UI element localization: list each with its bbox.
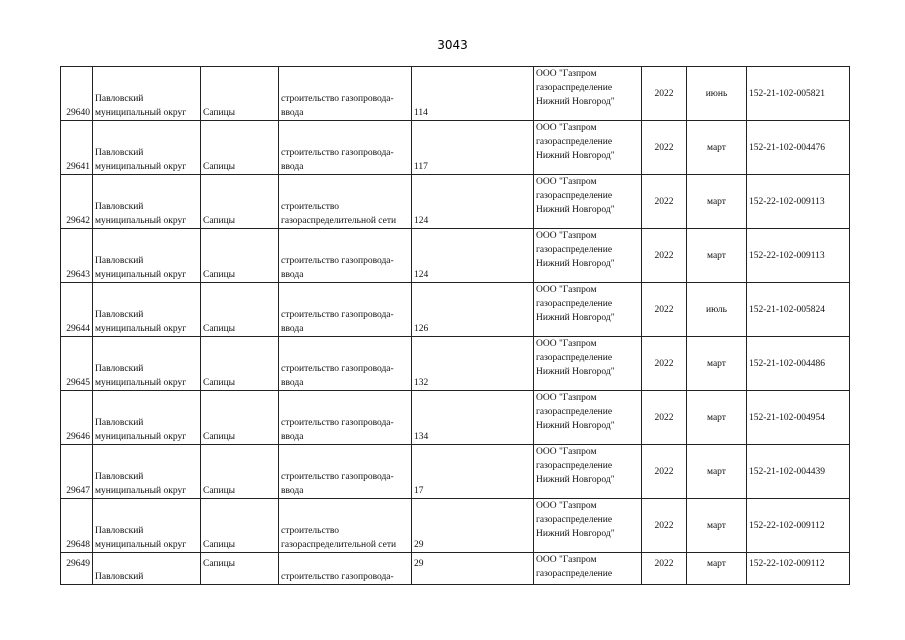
year-cell — [642, 175, 687, 229]
row-number-line: 29643 — [66, 270, 90, 280]
district-cell-line: Павловский — [95, 364, 144, 374]
district-cell-line: Павловский — [95, 418, 144, 428]
row-number — [61, 445, 93, 499]
house-number-cell — [412, 67, 534, 121]
month-cell-line: июль — [705, 304, 728, 315]
district-cell-line: Павловский — [95, 572, 144, 582]
village-cell — [201, 229, 279, 283]
organization-cell-line: ООО "Газпром — [536, 177, 597, 187]
organization-cell-line: Нижний Новгород" — [536, 367, 615, 377]
work-type-cell-line: ввода — [281, 270, 304, 280]
work-type-cell-line: газораспределительной сети — [281, 540, 397, 550]
table-row — [61, 283, 850, 337]
work-type-cell-line: строительство газопровода- — [281, 364, 394, 374]
organization-cell-line: газораспределение — [536, 515, 613, 525]
work-type-cell — [279, 553, 412, 585]
organization-cell-line: газораспределение — [536, 83, 613, 93]
work-type-cell-line: газораспределительной сети — [281, 216, 397, 226]
code-cell — [747, 121, 850, 175]
organization-cell-line: ООО "Газпром — [536, 231, 597, 241]
code-cell-line: 152-21-102-004954 — [749, 412, 825, 423]
month-cell — [687, 67, 747, 121]
work-type-cell-line: ввода — [281, 378, 304, 388]
code-cell — [747, 175, 850, 229]
organization-cell-line: ООО "Газпром — [536, 555, 597, 565]
year-cell — [642, 445, 687, 499]
house-number-cell-line: 124 — [414, 270, 429, 280]
organization-cell-line: газораспределение — [536, 299, 613, 309]
year-cell-line: 2022 — [654, 520, 674, 531]
table-row — [61, 121, 850, 175]
district-cell — [93, 445, 201, 499]
district-cell — [93, 283, 201, 337]
month-cell — [687, 121, 747, 175]
village-cell-line: Сапицы — [203, 324, 236, 334]
district-cell-line: Павловский — [95, 472, 144, 482]
code-cell-line: 152-22-102-009113 — [749, 250, 825, 261]
year-cell — [642, 121, 687, 175]
organization-cell-line: ООО "Газпром — [536, 501, 597, 511]
month-cell — [687, 229, 747, 283]
work-type-cell-line: строительство — [281, 526, 340, 536]
row-number-line: 29647 — [66, 486, 90, 496]
village-cell-line: Сапицы — [203, 108, 236, 118]
house-number-cell — [412, 229, 534, 283]
village-cell — [201, 283, 279, 337]
month-cell-line: март — [707, 196, 726, 207]
month-cell — [687, 337, 747, 391]
code-cell-line: 152-21-102-005821 — [749, 88, 825, 99]
house-number-cell-line: 114 — [414, 108, 428, 118]
year-cell-line: 2022 — [654, 88, 674, 99]
district-cell-line: Павловский — [95, 202, 144, 212]
month-cell — [687, 445, 747, 499]
work-type-cell-line: ввода — [281, 486, 304, 496]
row-number-line: 29646 — [66, 432, 90, 442]
row-number — [61, 67, 93, 121]
organization-cell-line: газораспределение — [536, 245, 613, 255]
year-cell-line: 2022 — [654, 142, 674, 153]
year-cell — [642, 283, 687, 337]
organization-cell — [534, 283, 642, 337]
village-cell-line: Сапицы — [203, 540, 236, 550]
month-cell-line: март — [707, 358, 726, 369]
district-cell-line: Павловский — [95, 148, 144, 158]
house-number-cell — [412, 121, 534, 175]
year-cell — [642, 67, 687, 121]
district-cell-line: муниципальный округ — [95, 270, 187, 280]
organization-cell-line: Нижний Новгород" — [536, 529, 615, 539]
table-row — [61, 553, 850, 585]
village-cell — [201, 337, 279, 391]
organization-cell-line: ООО "Газпром — [536, 393, 597, 403]
organization-cell — [534, 445, 642, 499]
district-cell-line: муниципальный округ — [95, 108, 187, 118]
district-cell — [93, 499, 201, 553]
code-cell — [747, 337, 850, 391]
house-number-cell-line: 126 — [414, 324, 429, 334]
row-number — [61, 121, 93, 175]
work-type-cell — [279, 175, 412, 229]
work-type-cell — [279, 229, 412, 283]
row-number — [61, 499, 93, 553]
organization-cell-line: газораспределение — [536, 461, 613, 471]
year-cell — [642, 553, 687, 585]
village-cell-line: Сапицы — [203, 378, 236, 388]
table-row — [61, 499, 850, 553]
year-cell-line: 2022 — [654, 466, 674, 477]
village-cell — [201, 67, 279, 121]
month-cell-line: март — [707, 142, 726, 153]
house-number-cell-line: 17 — [414, 486, 424, 496]
organization-cell — [534, 175, 642, 229]
code-cell — [747, 499, 850, 553]
district-cell — [93, 67, 201, 121]
district-cell-line: муниципальный округ — [95, 486, 187, 496]
row-number — [61, 391, 93, 445]
month-cell — [687, 391, 747, 445]
organization-cell — [534, 337, 642, 391]
village-cell — [201, 499, 279, 553]
row-number-line: 29649 — [66, 559, 90, 569]
house-number-cell — [412, 175, 534, 229]
table-row — [61, 391, 850, 445]
village-cell-line: Сапицы — [203, 162, 236, 172]
district-cell-line: муниципальный округ — [95, 540, 187, 550]
code-cell — [747, 553, 850, 585]
work-type-cell-line: строительство газопровода- — [281, 256, 394, 266]
table-row — [61, 175, 850, 229]
district-cell — [93, 391, 201, 445]
code-cell — [747, 391, 850, 445]
house-number-cell-line: 134 — [414, 432, 429, 442]
organization-cell-line: Нижний Новгород" — [536, 421, 615, 431]
work-type-cell — [279, 121, 412, 175]
row-number-line: 29644 — [66, 324, 90, 334]
year-cell-line: 2022 — [654, 559, 674, 569]
year-cell — [642, 391, 687, 445]
page-number: 3043 — [437, 38, 468, 52]
district-cell-line: Павловский — [95, 256, 144, 266]
row-number — [61, 283, 93, 337]
district-cell-line: муниципальный округ — [95, 216, 187, 226]
year-cell-line: 2022 — [654, 412, 674, 423]
row-number — [61, 553, 93, 585]
work-type-cell-line: ввода — [281, 162, 304, 172]
organization-cell-line: Нижний Новгород" — [536, 205, 615, 215]
year-cell — [642, 499, 687, 553]
district-cell — [93, 121, 201, 175]
organization-cell — [534, 499, 642, 553]
house-number-cell-line: 132 — [414, 378, 429, 388]
organization-cell-line: ООО "Газпром — [536, 447, 597, 457]
month-cell — [687, 553, 747, 585]
organization-cell-line: газораспределение — [536, 407, 613, 417]
month-cell-line: июнь — [705, 88, 728, 99]
organization-cell — [534, 67, 642, 121]
code-cell-line: 152-21-102-004476 — [749, 142, 825, 153]
organization-cell-line: газораспределение — [536, 353, 613, 363]
village-cell-line: Сапицы — [203, 486, 236, 496]
work-type-cell-line: строительство газопровода- — [281, 310, 394, 320]
house-number-cell — [412, 391, 534, 445]
row-number-line: 29641 — [66, 162, 90, 172]
work-type-cell-line: ввода — [281, 432, 304, 442]
work-type-cell — [279, 391, 412, 445]
village-cell-line: Сапицы — [203, 559, 236, 569]
village-cell — [201, 391, 279, 445]
table-row — [61, 337, 850, 391]
district-cell — [93, 553, 201, 585]
work-type-cell-line: строительство газопровода- — [281, 94, 394, 104]
month-cell-line: март — [707, 412, 726, 423]
district-cell-line: муниципальный округ — [95, 324, 187, 334]
organization-cell-line: Нижний Новгород" — [536, 259, 615, 269]
year-cell-line: 2022 — [654, 304, 674, 315]
village-cell — [201, 175, 279, 229]
house-number-cell — [412, 283, 534, 337]
work-type-cell-line: ввода — [281, 108, 304, 118]
month-cell-line: март — [707, 466, 726, 477]
table-row — [61, 229, 850, 283]
organization-cell-line: Нижний Новгород" — [536, 97, 615, 107]
month-cell-line: март — [707, 559, 726, 569]
district-cell-line: Павловский — [95, 310, 144, 320]
row-number — [61, 175, 93, 229]
organization-cell-line: газораспределение — [536, 569, 613, 579]
work-type-cell-line: строительство газопровода- — [281, 148, 394, 158]
row-number — [61, 229, 93, 283]
code-cell-line: 152-21-102-004486 — [749, 358, 825, 369]
house-number-cell-line: 124 — [414, 216, 429, 226]
district-cell-line: Павловский — [95, 94, 144, 104]
month-cell-line: март — [707, 520, 726, 531]
table-row — [61, 67, 850, 121]
house-number-cell-line: 29 — [414, 559, 424, 569]
work-type-cell — [279, 499, 412, 553]
organization-cell-line: Нижний Новгород" — [536, 313, 615, 323]
code-cell — [747, 229, 850, 283]
month-cell — [687, 499, 747, 553]
organization-cell-line: газораспределение — [536, 137, 613, 147]
village-cell-line: Сапицы — [203, 432, 236, 442]
house-number-cell — [412, 553, 534, 585]
district-cell — [93, 337, 201, 391]
row-number-line: 29642 — [66, 216, 90, 226]
district-cell — [93, 229, 201, 283]
code-cell-line: 152-22-102-009112 — [749, 559, 825, 569]
code-cell-line: 152-22-102-009112 — [749, 520, 825, 531]
organization-cell-line: ООО "Газпром — [536, 339, 597, 349]
work-type-cell — [279, 67, 412, 121]
code-cell — [747, 67, 850, 121]
table-body — [61, 67, 850, 585]
district-cell-line: муниципальный округ — [95, 162, 187, 172]
year-cell-line: 2022 — [654, 250, 674, 261]
organization-cell — [534, 553, 642, 585]
district-cell — [93, 175, 201, 229]
organization-cell-line: ООО "Газпром — [536, 123, 597, 133]
month-cell — [687, 283, 747, 337]
code-cell-line: 152-21-102-005824 — [749, 304, 825, 315]
register-table — [60, 66, 850, 585]
house-number-cell-line: 29 — [414, 540, 424, 550]
year-cell — [642, 337, 687, 391]
organization-cell-line: газораспределение — [536, 191, 613, 201]
house-number-cell-line: 117 — [414, 162, 428, 172]
organization-cell-line: Нижний Новгород" — [536, 151, 615, 161]
work-type-cell-line: строительство — [281, 202, 340, 212]
year-cell-line: 2022 — [654, 358, 674, 369]
organization-cell-line: ООО "Газпром — [536, 69, 597, 79]
organization-cell — [534, 121, 642, 175]
village-cell-line: Сапицы — [203, 270, 236, 280]
row-number — [61, 337, 93, 391]
year-cell — [642, 229, 687, 283]
year-cell-line: 2022 — [654, 196, 674, 207]
village-cell — [201, 445, 279, 499]
code-cell-line: 152-22-102-009113 — [749, 196, 825, 207]
organization-cell — [534, 391, 642, 445]
village-cell — [201, 121, 279, 175]
row-number-line: 29640 — [66, 108, 90, 118]
month-cell — [687, 175, 747, 229]
row-number-line: 29648 — [66, 540, 90, 550]
code-cell — [747, 445, 850, 499]
row-number-line: 29645 — [66, 378, 90, 388]
village-cell-line: Сапицы — [203, 216, 236, 226]
work-type-cell-line: ввода — [281, 324, 304, 334]
organization-cell-line: ООО "Газпром — [536, 285, 597, 295]
house-number-cell — [412, 499, 534, 553]
work-type-cell — [279, 445, 412, 499]
code-cell-line: 152-21-102-004439 — [749, 466, 825, 477]
organization-cell-line: Нижний Новгород" — [536, 475, 615, 485]
work-type-cell-line: строительство газопровода- — [281, 472, 394, 482]
work-type-cell — [279, 337, 412, 391]
code-cell — [747, 283, 850, 337]
district-cell-line: муниципальный округ — [95, 432, 187, 442]
work-type-cell-line: строительство газопровода- — [281, 572, 394, 582]
work-type-cell — [279, 283, 412, 337]
district-cell-line: муниципальный округ — [95, 378, 187, 388]
month-cell-line: март — [707, 250, 726, 261]
work-type-cell-line: строительство газопровода- — [281, 418, 394, 428]
organization-cell — [534, 229, 642, 283]
village-cell — [201, 553, 279, 585]
table-row — [61, 445, 850, 499]
house-number-cell — [412, 337, 534, 391]
district-cell-line: Павловский — [95, 526, 144, 536]
house-number-cell — [412, 445, 534, 499]
